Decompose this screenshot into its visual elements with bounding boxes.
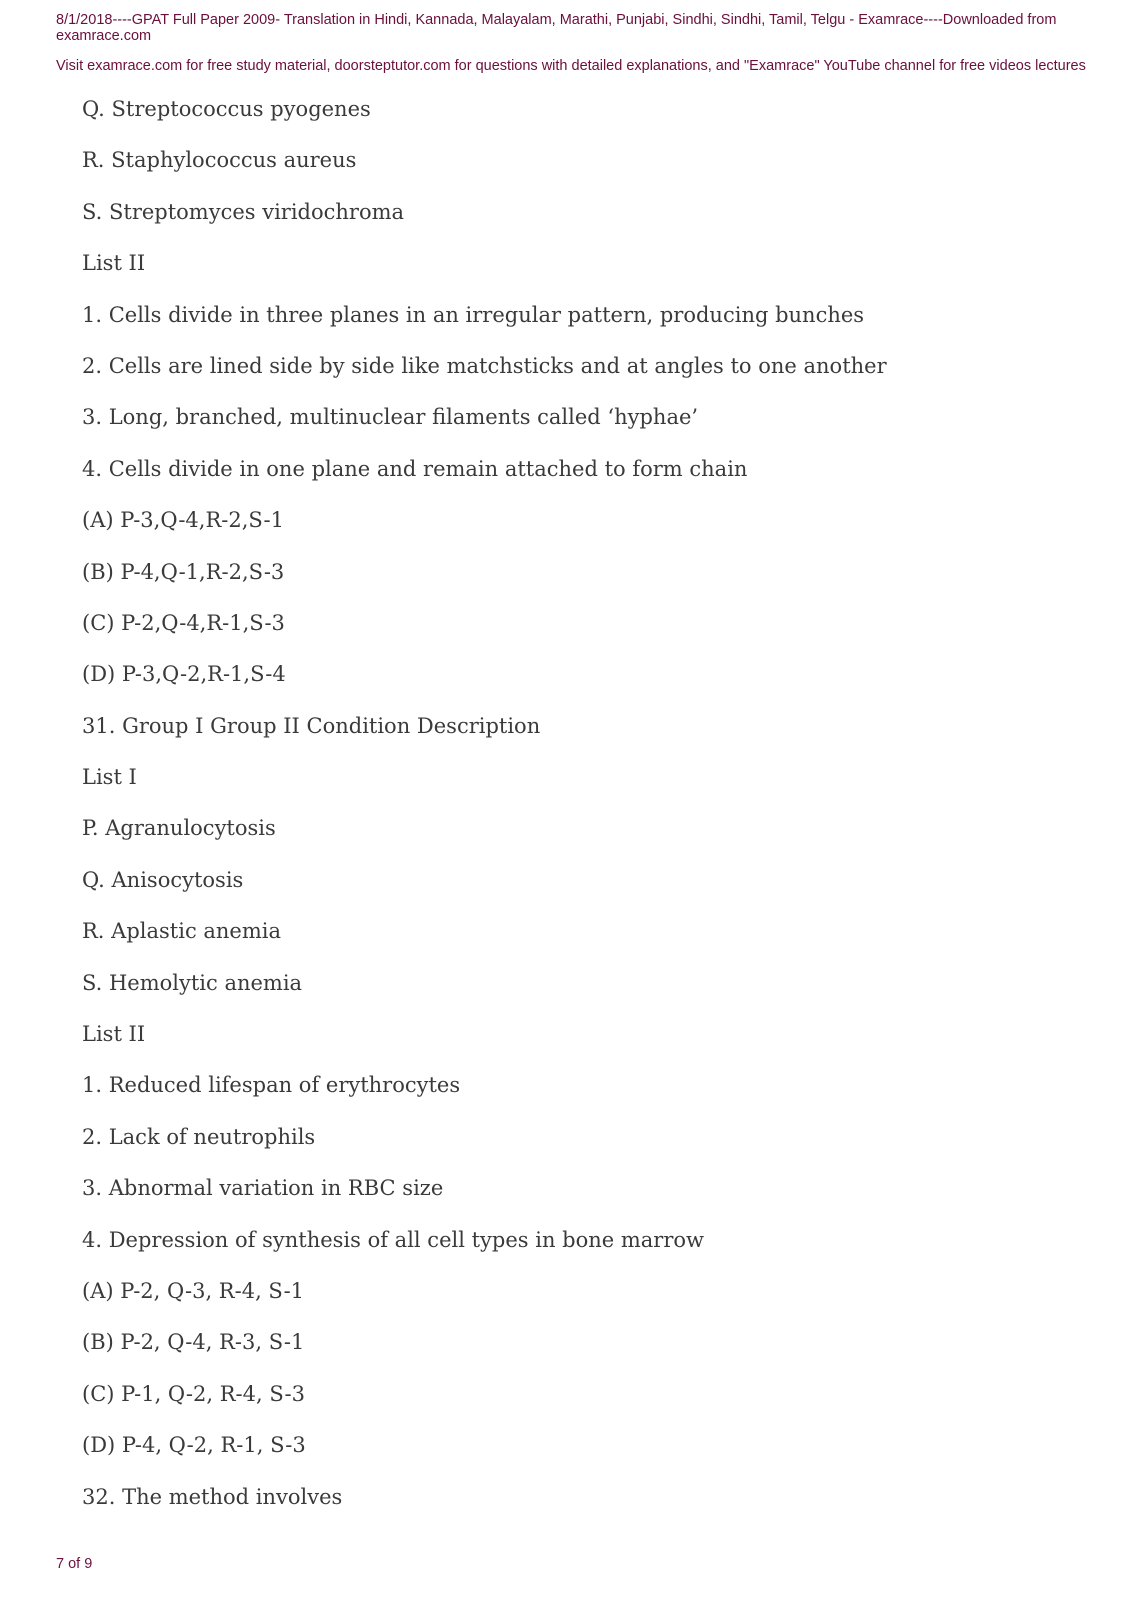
header-download-note: 8/1/2018----GPAT Full Paper 2009- Translation in Hindi, Kannada, Malayalam, Marathi, Punjabi, Sindhi, Sindhi, Tamil, Telgu - Examrace----Downloaded from examrace.com — [56, 12, 1057, 44]
text-line: 4. Depression of synthesis of all cell types in bone marrow — [82, 1227, 704, 1252]
header-visit-note: Visit examrace.com for free study material, doorsteptutor.com for questions with detailed explanations, and "Examrace" YouTube channel for free videos lectures — [56, 58, 1086, 74]
text-line: S. Streptomyces viridochroma — [82, 199, 405, 224]
text-line: P. Agranulocytosis — [82, 816, 276, 841]
answer-option: (C) P-2,Q-4,R-1,S-3 — [82, 610, 285, 635]
text-line: 1. Cells divide in three planes in an irregular pattern, producing bunches — [82, 302, 865, 327]
text-line: R. Aplastic anemia — [82, 919, 281, 944]
answer-option: (A) P-2, Q-3, R-4, S-1 — [82, 1278, 305, 1303]
text-line: Q. Streptococcus pyogenes — [82, 97, 371, 121]
text-line: 3. Long, branched, multinuclear filaments called ‘hyphae’ — [82, 405, 699, 430]
question-heading: 32. The method involves — [82, 1484, 343, 1509]
question-heading: 31. Group I Group II Condition Description — [82, 713, 541, 738]
page-number: 7 of 9 — [56, 1556, 93, 1572]
text-line: 4. Cells divide in one plane and remain attached to form chain — [82, 456, 748, 481]
list-heading: List II — [82, 1022, 146, 1047]
text-line: 3. Abnormal variation in RBC size — [82, 1176, 444, 1201]
answer-option: (C) P-1, Q-2, R-4, S-3 — [82, 1381, 305, 1406]
text-line: R. Staphylococcus aureus — [82, 148, 357, 173]
text-line: 2. Cells are lined side by side like matchsticks and at angles to one another — [82, 353, 887, 378]
text-line: Q. Anisocytosis — [82, 867, 244, 892]
answer-option: (D) P-4, Q-2, R-1, S-3 — [82, 1433, 306, 1458]
list-heading: List II — [82, 251, 146, 276]
document-body — [82, 94, 1082, 1533]
answer-option: (B) P-4,Q-1,R-2,S-3 — [82, 559, 285, 584]
list-heading: List I — [82, 765, 137, 790]
answer-option: (D) P-3,Q-2,R-1,S-4 — [82, 662, 286, 687]
answer-option: (A) P-3,Q-4,R-2,S-1 — [82, 508, 285, 533]
text-line: 1. Reduced lifespan of erythrocytes — [82, 1073, 461, 1098]
text-line: 2. Lack of neutrophils — [82, 1124, 316, 1149]
answer-option: (B) P-2, Q-4, R-3, S-1 — [82, 1330, 305, 1355]
text-line: S. Hemolytic anemia — [82, 970, 303, 995]
page-header — [56, 12, 1096, 74]
